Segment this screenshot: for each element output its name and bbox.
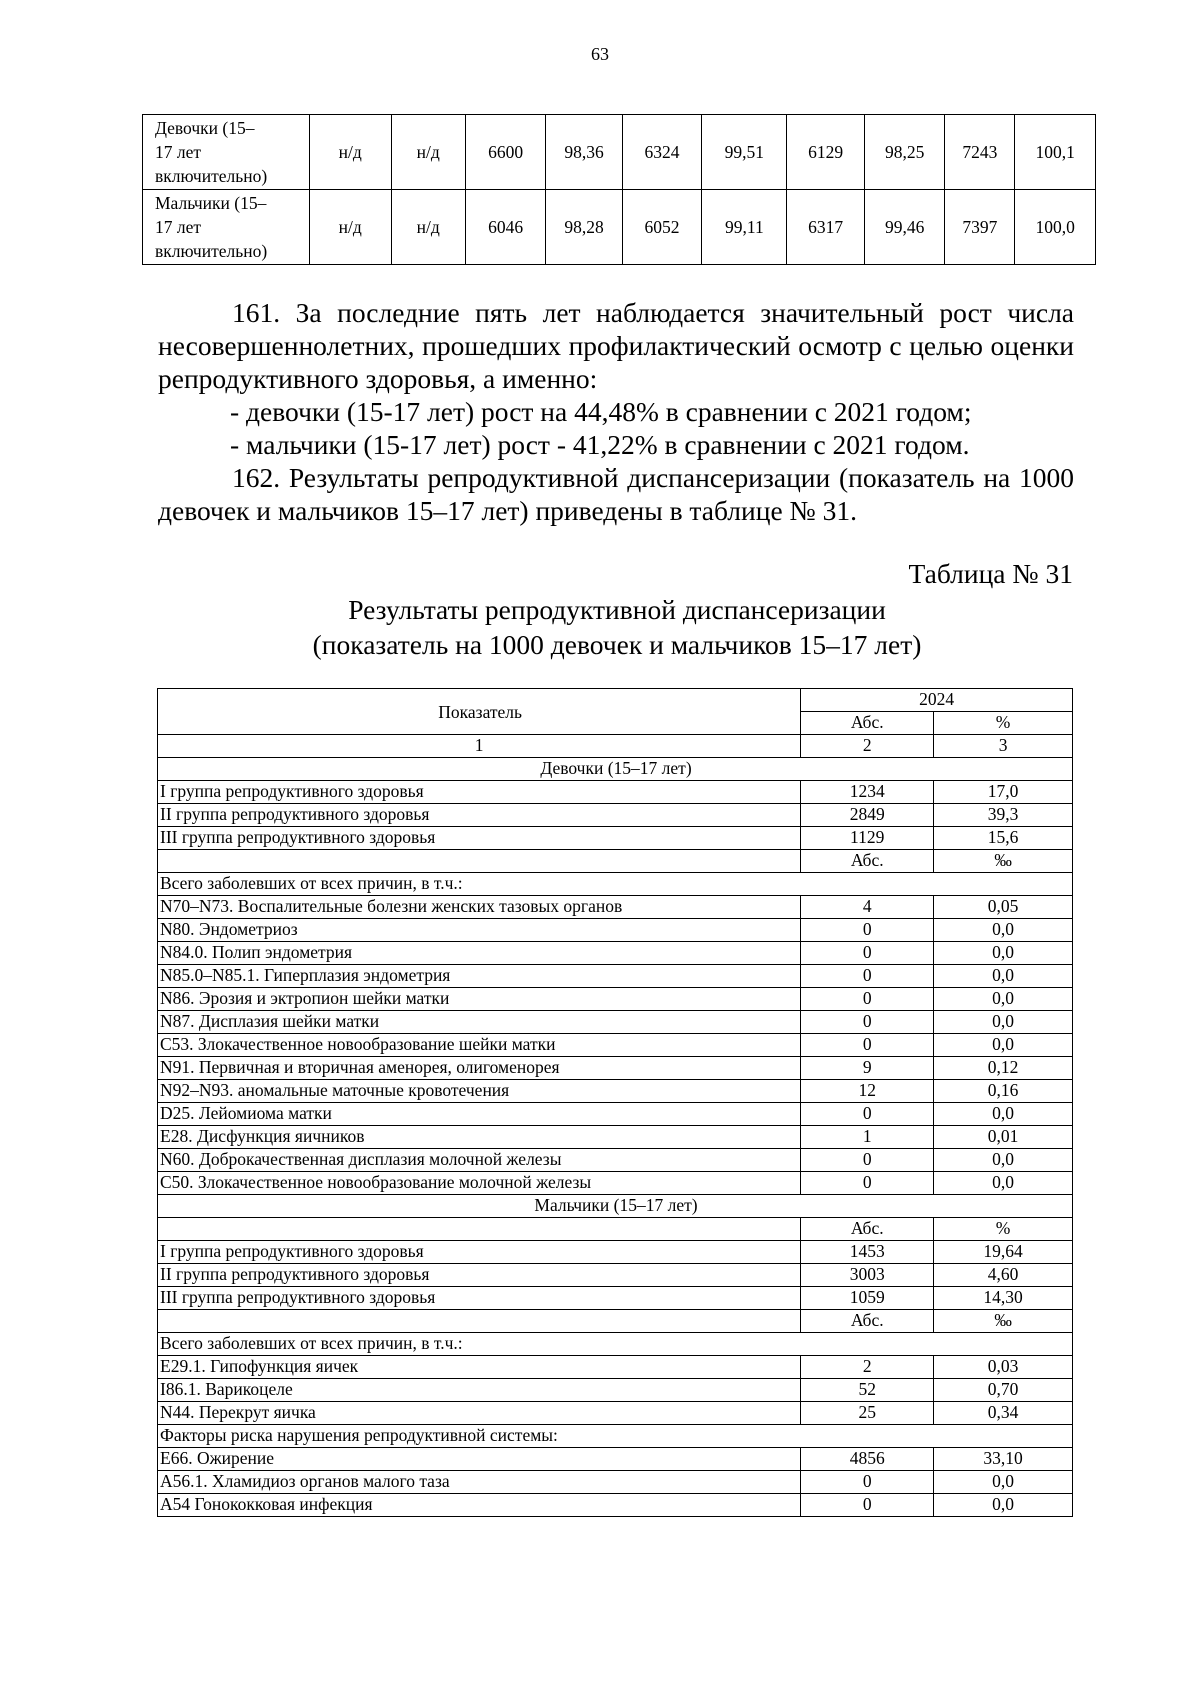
girls-disease-row bbox=[158, 1080, 1073, 1103]
indicator-cell: C50. Злокачественное новообразование молочной железы bbox=[158, 1172, 801, 1195]
indicator-cell: I86.1. Варикоцеле bbox=[158, 1379, 801, 1402]
abs-cell: 9 bbox=[801, 1057, 934, 1080]
numbering-cell: 1 bbox=[158, 735, 801, 758]
table-title-line2: (показатель на 1000 девочек и мальчиков 15–17 лет) bbox=[312, 629, 922, 660]
abs-cell: 0 bbox=[801, 1011, 934, 1034]
indicator-cell: I группа репродуктивного здоровья bbox=[158, 781, 801, 804]
girls-section bbox=[158, 758, 1073, 781]
value-cell: 0,34 bbox=[934, 1402, 1073, 1425]
girls-disease-row bbox=[158, 1103, 1073, 1126]
top-table-cell: 99,46 bbox=[864, 190, 945, 265]
boys-group-row bbox=[158, 1264, 1073, 1287]
value-cell: 14,30 bbox=[934, 1287, 1073, 1310]
top-table-cell: 100,0 bbox=[1015, 190, 1096, 265]
row-name-line: 17 лет bbox=[155, 217, 202, 237]
top-table-row bbox=[143, 190, 1096, 265]
indicator-cell: N91. Первичная и вторичная аменорея, олигоменорея bbox=[158, 1057, 801, 1080]
indicator-cell: N87. Дисплазия шейки матки bbox=[158, 1011, 801, 1034]
indicator-cell: III группа репродуктивного здоровья bbox=[158, 827, 801, 850]
girls-sub-header bbox=[158, 850, 1073, 873]
indicator-cell bbox=[158, 850, 801, 873]
value-cell: % bbox=[934, 1218, 1073, 1241]
indicator-cell: A54 Гонококковая инфекция bbox=[158, 1494, 801, 1517]
risk-factor-row bbox=[158, 1471, 1073, 1494]
girls-disease-row bbox=[158, 965, 1073, 988]
girls-disease-row bbox=[158, 1057, 1073, 1080]
row-name-line: Девочки (15– bbox=[155, 118, 255, 138]
value-cell: 15,6 bbox=[934, 827, 1073, 850]
abs-cell: 0 bbox=[801, 1034, 934, 1057]
abs-cell: 1 bbox=[801, 1126, 934, 1149]
boys-total-label bbox=[158, 1333, 1073, 1356]
girls-total-label-cell: Всего заболевших от всех причин, в т.ч.: bbox=[158, 873, 1073, 896]
indicator-cell: E28. Дисфункция яичников bbox=[158, 1126, 801, 1149]
indicator-cell: N70–N73. Воспалительные болезни женских тазовых органов bbox=[158, 896, 801, 919]
top-table-cell: 7243 bbox=[945, 115, 1015, 190]
boys-total-label-cell: Всего заболевших от всех причин, в т.ч.: bbox=[158, 1333, 1073, 1356]
value-cell: ‰ bbox=[934, 850, 1073, 873]
top-table-cell: 100,1 bbox=[1015, 115, 1096, 190]
value-cell: 33,10 bbox=[934, 1448, 1073, 1471]
abs-cell: 0 bbox=[801, 1471, 934, 1494]
girls-disease-row bbox=[158, 1172, 1073, 1195]
header-row bbox=[158, 689, 1073, 712]
header-indicator: Показатель bbox=[158, 689, 801, 735]
text-block bbox=[158, 296, 1074, 527]
boys-group-row bbox=[158, 1287, 1073, 1310]
value-cell: 0,0 bbox=[934, 1494, 1073, 1517]
risk-factor-row bbox=[158, 1494, 1073, 1517]
abs-cell: 3003 bbox=[801, 1264, 934, 1287]
paragraph-161: 161. За последние пять лет наблюдается значительный рост числа несовершеннолетних, прошедших профилактический осмотр с целью оценки репродуктивного здоровья, а именно: bbox=[158, 297, 1074, 394]
value-cell: 0,05 bbox=[934, 896, 1073, 919]
indicator-cell: II группа репродуктивного здоровья bbox=[158, 1264, 801, 1287]
header-pct: % bbox=[934, 712, 1073, 735]
top-table-cell: н/д bbox=[309, 190, 391, 265]
paragraph-162: 162. Результаты репродуктивной диспансеризации (показатель на 1000 девочек и мальчиков 15–17 лет) приведены в таблице № 31. bbox=[158, 462, 1074, 526]
top-table-row bbox=[143, 115, 1096, 190]
value-cell: 0,0 bbox=[934, 988, 1073, 1011]
risk-factors-label-cell: Факторы риска нарушения репродуктивной системы: bbox=[158, 1425, 1073, 1448]
value-cell: 0,0 bbox=[934, 1149, 1073, 1172]
girls-disease-row bbox=[158, 942, 1073, 965]
bullet-girls: - девочки (15-17 лет) рост на 44,48% в сравнении с 2021 годом; bbox=[230, 396, 972, 427]
indicator-cell: C53. Злокачественное новообразование шейки матки bbox=[158, 1034, 801, 1057]
abs-cell: 25 bbox=[801, 1402, 934, 1425]
row-name-line: включительно) bbox=[155, 241, 268, 261]
abs-cell: 0 bbox=[801, 942, 934, 965]
abs-cell: 12 bbox=[801, 1080, 934, 1103]
page-number: 63 bbox=[591, 44, 609, 64]
boys-section bbox=[158, 1195, 1073, 1218]
boys-sub-header bbox=[158, 1310, 1073, 1333]
abs-cell: 0 bbox=[801, 1494, 934, 1517]
results-table bbox=[157, 688, 1073, 1517]
indicator-cell: I группа репродуктивного здоровья bbox=[158, 1241, 801, 1264]
value-cell: 0,0 bbox=[934, 1471, 1073, 1494]
bullet-boys: - мальчики (15-17 лет) рост - 41,22% в сравнении с 2021 годом. bbox=[230, 429, 970, 460]
girls-disease-row bbox=[158, 1126, 1073, 1149]
indicator-cell bbox=[158, 1310, 801, 1333]
value-cell: 0,0 bbox=[934, 1172, 1073, 1195]
top-table-cell: 7397 bbox=[945, 190, 1015, 265]
indicator-cell: II группа репродуктивного здоровья bbox=[158, 804, 801, 827]
value-cell: 0,0 bbox=[934, 1103, 1073, 1126]
top-table-cell: н/д bbox=[391, 115, 465, 190]
indicator-cell: D25. Лейомиома матки bbox=[158, 1103, 801, 1126]
abs-cell: 52 bbox=[801, 1379, 934, 1402]
top-table-cell: 6324 bbox=[622, 115, 702, 190]
indicator-cell: N85.0–N85.1. Гиперплазия эндометрия bbox=[158, 965, 801, 988]
abs-cell: 0 bbox=[801, 988, 934, 1011]
value-cell: 0,0 bbox=[934, 919, 1073, 942]
value-cell: 0,03 bbox=[934, 1356, 1073, 1379]
indicator-cell: N84.0. Полип эндометрия bbox=[158, 942, 801, 965]
indicator-cell: N60. Доброкачественная дисплазия молочной железы bbox=[158, 1149, 801, 1172]
abs-cell: Абс. bbox=[801, 850, 934, 873]
header-year: 2024 bbox=[801, 689, 1073, 712]
abs-cell: Абс. bbox=[801, 1218, 934, 1241]
top-table-cell: н/д bbox=[391, 190, 465, 265]
indicator-cell: E29.1. Гипофункция яичек bbox=[158, 1356, 801, 1379]
value-cell: 0,01 bbox=[934, 1126, 1073, 1149]
boys-groups-header bbox=[158, 1218, 1073, 1241]
top-table-cell: 98,36 bbox=[546, 115, 622, 190]
top-table-cell: 6317 bbox=[787, 190, 864, 265]
girls-group-row bbox=[158, 781, 1073, 804]
girls-section-cell: Девочки (15–17 лет) bbox=[158, 758, 1073, 781]
indicator-cell: N44. Перекрут яичка bbox=[158, 1402, 801, 1425]
girls-disease-row bbox=[158, 1011, 1073, 1034]
value-cell: 0,12 bbox=[934, 1057, 1073, 1080]
abs-cell: 1234 bbox=[801, 781, 934, 804]
girls-disease-row bbox=[158, 1034, 1073, 1057]
abs-cell: 4 bbox=[801, 896, 934, 919]
table-title bbox=[0, 592, 1200, 662]
top-table-cell: 6600 bbox=[465, 115, 546, 190]
boys-disease-row bbox=[158, 1356, 1073, 1379]
boys-section-cell: Мальчики (15–17 лет) bbox=[158, 1195, 1073, 1218]
abs-cell: 4856 bbox=[801, 1448, 934, 1471]
top-table-cell: 6052 bbox=[622, 190, 702, 265]
top-table-cell: 98,25 bbox=[864, 115, 945, 190]
table-caption: Таблица № 31 bbox=[908, 558, 1073, 589]
indicator-cell: III группа репродуктивного здоровья bbox=[158, 1287, 801, 1310]
girls-disease-row bbox=[158, 1149, 1073, 1172]
abs-cell: 0 bbox=[801, 1149, 934, 1172]
row-name-line: включительно) bbox=[155, 166, 268, 186]
girls-group-row bbox=[158, 804, 1073, 827]
girls-disease-row bbox=[158, 919, 1073, 942]
indicator-cell: N86. Эрозия и эктропион шейки матки bbox=[158, 988, 801, 1011]
top-table-cell: 6129 bbox=[787, 115, 864, 190]
numbering-row bbox=[158, 735, 1073, 758]
indicator-cell: N92–N93. аномальные маточные кровотечения bbox=[158, 1080, 801, 1103]
value-cell: 0,0 bbox=[934, 942, 1073, 965]
indicator-cell: N80. Эндометриоз bbox=[158, 919, 801, 942]
top-table-row-name bbox=[143, 190, 310, 265]
numbering-cell: 2 bbox=[801, 735, 934, 758]
row-name-line: 17 лет bbox=[155, 142, 202, 162]
boys-disease-row bbox=[158, 1402, 1073, 1425]
indicator-cell: A56.1. Хламидиоз органов малого таза bbox=[158, 1471, 801, 1494]
value-cell: 0,0 bbox=[934, 965, 1073, 988]
girls-disease-row bbox=[158, 896, 1073, 919]
top-table-cell: 98,28 bbox=[546, 190, 622, 265]
abs-cell: 2 bbox=[801, 1356, 934, 1379]
top-table bbox=[142, 114, 1096, 265]
abs-cell: 0 bbox=[801, 919, 934, 942]
top-table-cell: 99,11 bbox=[702, 190, 787, 265]
abs-cell: 1059 bbox=[801, 1287, 934, 1310]
girls-disease-row bbox=[158, 988, 1073, 1011]
abs-cell: Абс. bbox=[801, 1310, 934, 1333]
risk-factor-row bbox=[158, 1448, 1073, 1471]
abs-cell: 1129 bbox=[801, 827, 934, 850]
girls-group-row bbox=[158, 827, 1073, 850]
risk-factors-label bbox=[158, 1425, 1073, 1448]
value-cell: 0,0 bbox=[934, 1011, 1073, 1034]
abs-cell: 0 bbox=[801, 1172, 934, 1195]
top-table-cell: н/д bbox=[309, 115, 391, 190]
value-cell: 4,60 bbox=[934, 1264, 1073, 1287]
value-cell: 0,0 bbox=[934, 1034, 1073, 1057]
indicator-cell bbox=[158, 1218, 801, 1241]
abs-cell: 1453 bbox=[801, 1241, 934, 1264]
boys-group-row bbox=[158, 1241, 1073, 1264]
top-table-row-name bbox=[143, 115, 310, 190]
table-title-line1: Результаты репродуктивной диспансеризации bbox=[348, 594, 886, 625]
indicator-cell: E66. Ожирение bbox=[158, 1448, 801, 1471]
value-cell: 0,70 bbox=[934, 1379, 1073, 1402]
header-abs: Абс. bbox=[801, 712, 934, 735]
numbering-cell: 3 bbox=[934, 735, 1073, 758]
value-cell: 19,64 bbox=[934, 1241, 1073, 1264]
girls-total-label bbox=[158, 873, 1073, 896]
abs-cell: 0 bbox=[801, 965, 934, 988]
value-cell: 17,0 bbox=[934, 781, 1073, 804]
value-cell: 0,16 bbox=[934, 1080, 1073, 1103]
row-name-line: Мальчики (15– bbox=[155, 193, 267, 213]
abs-cell: 0 bbox=[801, 1103, 934, 1126]
top-table-cell: 6046 bbox=[465, 190, 546, 265]
value-cell: 39,3 bbox=[934, 804, 1073, 827]
boys-disease-row bbox=[158, 1379, 1073, 1402]
top-table-cell: 99,51 bbox=[702, 115, 787, 190]
abs-cell: 2849 bbox=[801, 804, 934, 827]
value-cell: ‰ bbox=[934, 1310, 1073, 1333]
